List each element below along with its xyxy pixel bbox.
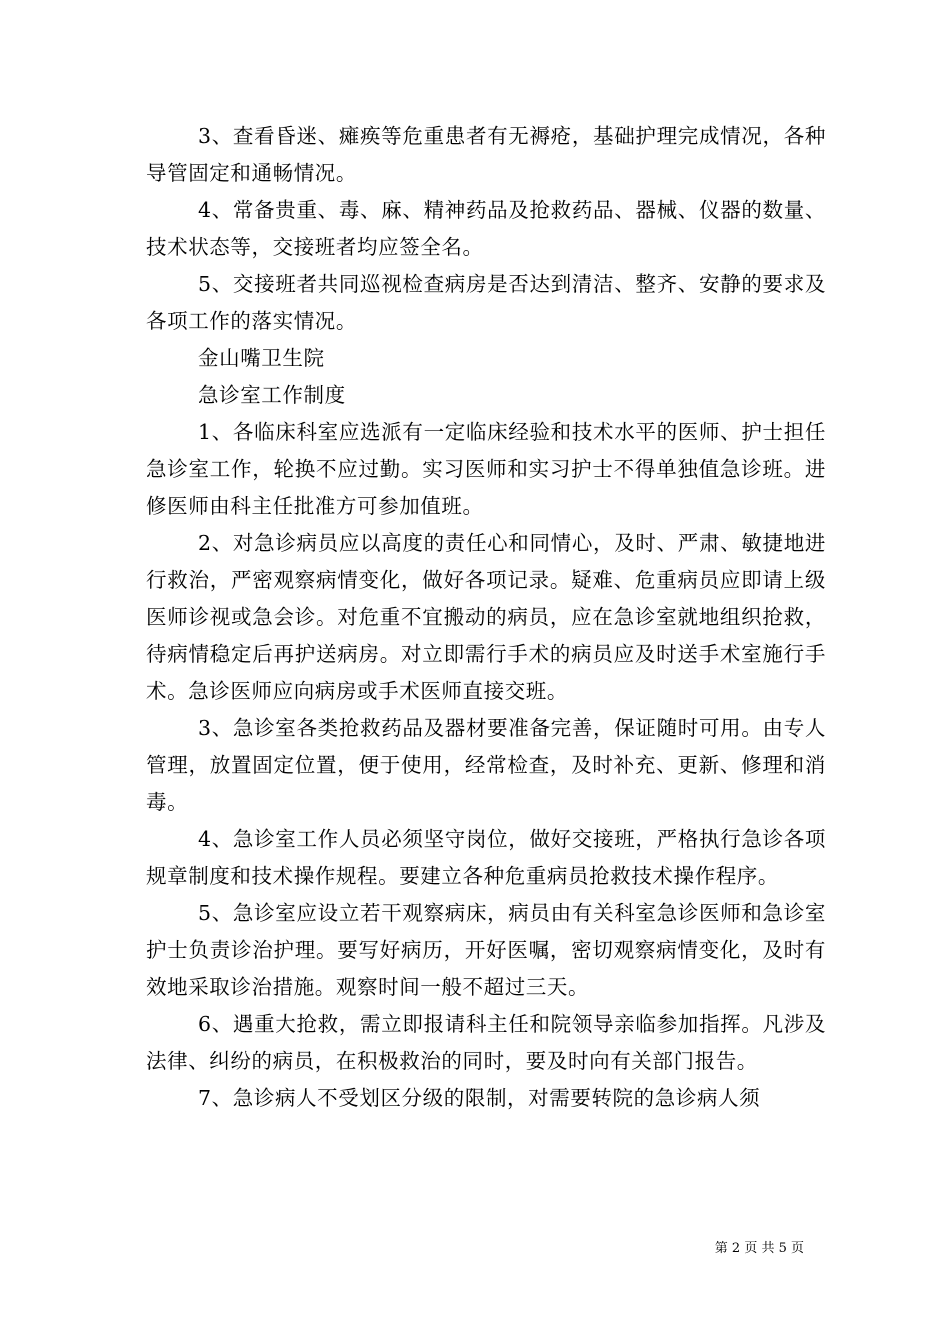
paragraph-rule-3: 3、急诊室各类抢救药品及器材要准备完善，保证随时可用。由专人管理，放置固定位置，便于使用，经常检查，及时补充、更新、修理和消毒。 <box>146 716 826 814</box>
section-title: 急诊室工作制度 <box>198 383 346 407</box>
paragraph-shift-check-drugs: 4、常备贵重、毒、麻、精神药品及抢救药品、器械、仪器的数量、技术状态等，交接班者均应签全名。 <box>146 198 826 259</box>
paragraph-rule-4: 4、急诊室工作人员必须坚守岗位，做好交接班，严格执行急诊各项规章制度和技术操作规程。要建立各种危重病员抢救技术操作程序。 <box>146 827 826 888</box>
paragraph-shift-check-ward: 5、交接班者共同巡视检查病房是否达到清洁、整齐、安静的要求及各项工作的落实情况。 <box>146 272 826 333</box>
paragraph-rule-1: 1、各临床科室应选派有一定临床经验和技术水平的医师、护士担任急诊室工作，轮换不应过勤。实习医师和实习护士不得单独值急诊班。进修医师由科主任批准方可参加值班。 <box>146 420 826 518</box>
paragraph-rule-7: 7、急诊病人不受划区分级的限制，对需要转院的急诊病人须 <box>198 1086 761 1110</box>
paragraph-rule-6: 6、遇重大抢救，需立即报请科主任和院领导亲临参加指挥。凡涉及法律、纠纷的病员，在积极救治的同时，要及时向有关部门报告。 <box>146 1012 826 1073</box>
page-number: 第 2 页 共 5 页 <box>714 1241 804 1256</box>
document-body <box>146 118 826 1117</box>
paragraph-rule-5: 5、急诊室应设立若干观察病床，病员由有关科室急诊医师和急诊室护士负责诊治护理。要写好病历，开好医嘱，密切观察病情变化，及时有效地采取诊治措施。观察时间一般不超过三天。 <box>146 901 826 999</box>
paragraph-shift-check-patients: 3、查看昏迷、瘫痪等危重患者有无褥疮，基础护理完成情况，各种导管固定和通畅情况。 <box>146 124 826 185</box>
hospital-name: 金山嘴卫生院 <box>198 346 325 370</box>
paragraph-rule-2: 2、对急诊病员应以高度的责任心和同情心，及时、严肃、敏捷地进行救治，严密观察病情变化，做好各项记录。疑难、危重病员应即请上级医师诊视或急会诊。对危重不宜搬动的病员，应在急诊室就地组织抢救，待病情稳定后再护送病房。对立即需行手术的病员应及时送手术室施行手术。急诊医师应向病房或手术医师直接交班。 <box>146 531 826 703</box>
